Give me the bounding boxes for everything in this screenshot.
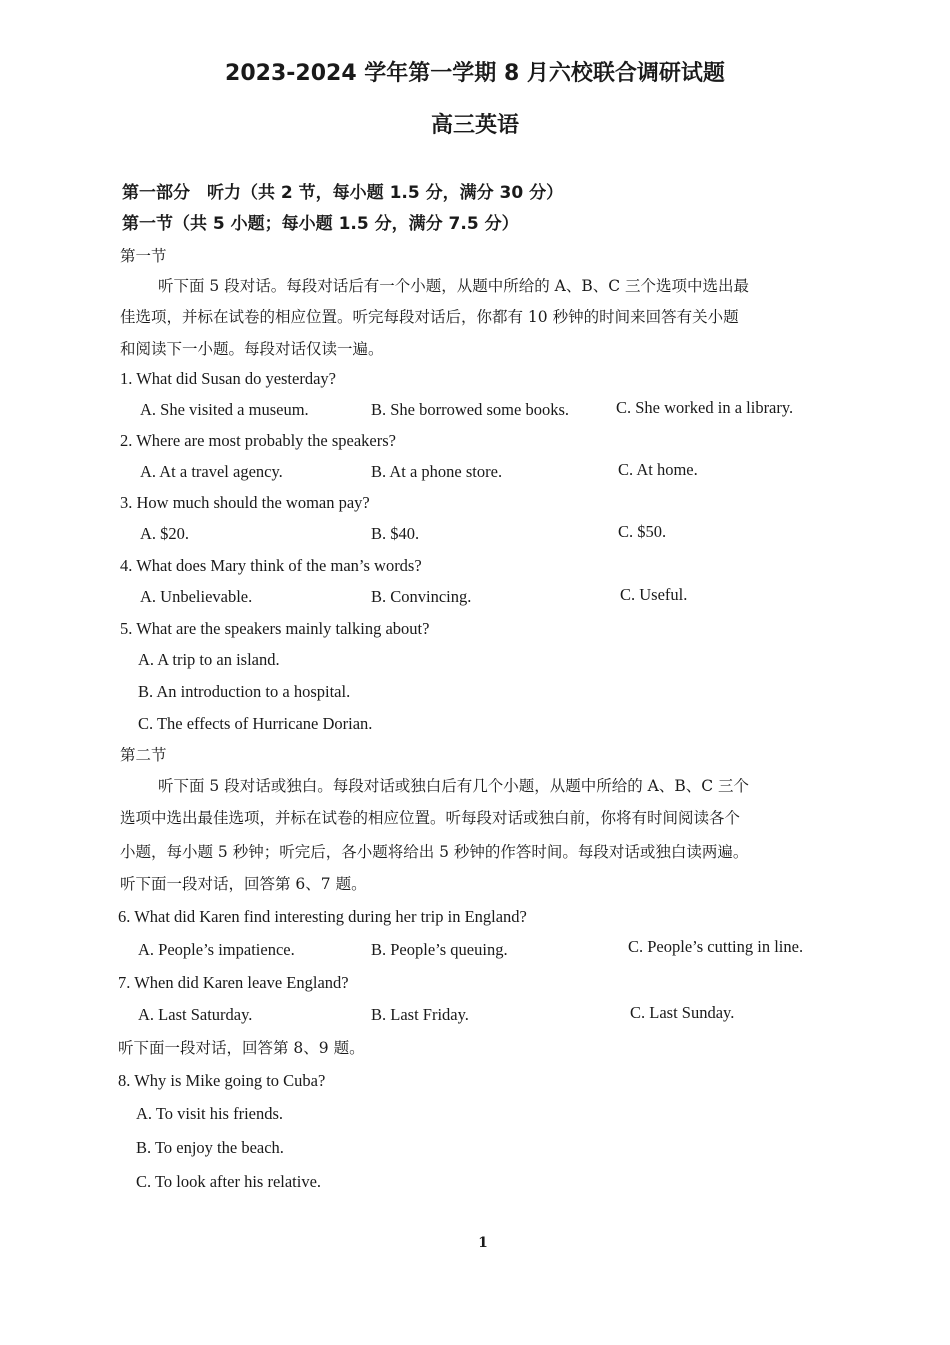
section2-instruction-line: 选项中选出最佳选项，并标在试卷的相应位置。听每段对话或独白前，你将有时间阅读各个 (120, 809, 741, 827)
section1-label: 第一节 (120, 247, 167, 265)
question-1-option-b: B. She borrowed some books. (371, 400, 569, 419)
question-7: 7. When did Karen leave England? (118, 973, 349, 992)
dialogue-note-6-7: 听下面一段对话，回答第 6、7 题。 (120, 875, 367, 893)
question-4: 4. What does Mary think of the man’s words? (120, 556, 422, 575)
section2-label: 第二节 (120, 746, 167, 764)
question-8-option-b: B. To enjoy the beach. (136, 1138, 284, 1157)
question-5-option-c: C. The effects of Hurricane Dorian. (138, 714, 373, 733)
question-5: 5. What are the speakers mainly talking about? (120, 619, 430, 638)
exam-title: 2023-2024 学年第一学期 8 月六校联合调研试题 (225, 61, 725, 86)
question-7-option-b: B. Last Friday. (371, 1005, 469, 1024)
question-3-option-c: C. $50. (618, 522, 667, 541)
question-3-option-a: A. $20. (140, 524, 190, 543)
part1-heading: 第一部分 听力（共 2 节，每小题 1.5 分，满分 30 分） (122, 183, 564, 203)
exam-subject: 高三英语 (430, 113, 519, 138)
section2-instruction-line: 听下面 5 段对话或独白。每段对话或独白后有几个小题，从题中所给的 A、B、C 三个 (158, 777, 750, 795)
question-8-option-c: C. To look after his relative. (136, 1172, 322, 1191)
question-5-option-a: A. A trip to an island. (138, 650, 280, 669)
section1-instruction-line: 佳选项，并标在试卷的相应位置。听完每段对话后，你都有 10 秒钟的时间来回答有关小题 (120, 308, 739, 326)
section1-instruction-line: 听下面 5 段对话。每段对话后有一个小题，从题中所给的 A、B、C 三个选项中选出最 (158, 277, 750, 295)
question-2: 2. Where are most probably the speakers? (120, 431, 396, 450)
question-6: 6. What did Karen find interesting during her trip in England? (118, 907, 527, 926)
question-6-option-a: A. People’s impatience. (138, 940, 295, 959)
question-8: 8. Why is Mike going to Cuba? (118, 1071, 326, 1090)
question-8-option-a: A. To visit his friends. (136, 1104, 284, 1123)
question-2-option-b: B. At a phone store. (371, 462, 503, 481)
section1-instruction-line: 和阅读下一小题。每段对话仅读一遍。 (120, 340, 384, 358)
question-4-option-a: A. Unbelievable. (140, 587, 253, 606)
page-number: 1 (478, 1235, 488, 1251)
question-5-option-b: B. An introduction to a hospital. (138, 682, 351, 701)
section2-instruction-line: 小题，每小题 5 秒钟；听完后，各小题将给出 5 秒钟的作答时间。每段对话或独白读两遍。 (120, 843, 749, 861)
question-4-option-c: C. Useful. (620, 585, 688, 604)
question-1-option-a: A. She visited a museum. (140, 400, 309, 419)
question-6-option-c: C. People’s cutting in line. (628, 937, 804, 956)
question-6-option-b: B. People’s queuing. (371, 940, 508, 959)
section1-heading: 第一节（共 5 小题；每小题 1.5 分，满分 7.5 分） (122, 214, 519, 234)
question-7-option-c: C. Last Sunday. (630, 1003, 735, 1022)
question-7-option-a: A. Last Saturday. (138, 1005, 253, 1024)
question-2-option-a: A. At a travel agency. (140, 462, 283, 481)
dialogue-note-8-9: 听下面一段对话，回答第 8、9 题。 (118, 1039, 365, 1057)
question-1: 1. What did Susan do yesterday? (120, 369, 336, 388)
question-3-option-b: B. $40. (371, 524, 420, 543)
question-4-option-b: B. Convincing. (371, 587, 472, 606)
question-2-option-c: C. At home. (618, 460, 698, 479)
question-3: 3. How much should the woman pay? (120, 493, 370, 512)
question-1-option-c: C. She worked in a library. (616, 398, 794, 417)
